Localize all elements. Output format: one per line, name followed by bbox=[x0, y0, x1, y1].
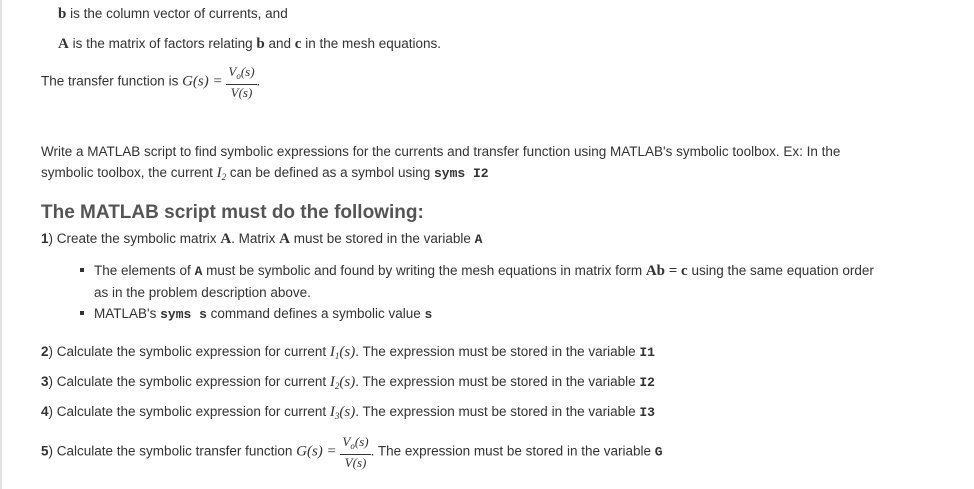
transfer-function-lhs: G(s) = bbox=[182, 73, 227, 90]
fraction-num-v: V bbox=[228, 64, 237, 79]
transfer-function-text: The transfer function is bbox=[41, 73, 183, 89]
step-text-post: . The expression must be stored in the variable bbox=[355, 404, 640, 419]
step-5 bbox=[41, 434, 663, 470]
current-subscript: 3 bbox=[334, 411, 340, 421]
step-1 bbox=[41, 230, 482, 249]
a-definition-text-1: is the matrix of factors relating bbox=[68, 36, 257, 51]
current-argument: (s) bbox=[339, 344, 356, 360]
list-item bbox=[94, 260, 874, 303]
step-2 bbox=[41, 343, 655, 365]
transfer-function-lhs: G(s) = bbox=[296, 443, 341, 460]
b-definition-line bbox=[58, 5, 288, 23]
bullet-text-mid: command defines a symbolic value bbox=[206, 306, 425, 321]
matrix-symbol-2: A bbox=[279, 231, 291, 247]
current-symbol: I bbox=[329, 374, 335, 390]
fraction-num-tail: (s) bbox=[240, 64, 255, 79]
step-text: ) Calculate the symbolic expression for current bbox=[48, 344, 330, 359]
transfer-function-fraction bbox=[340, 434, 370, 470]
step-number: 4 bbox=[41, 404, 49, 419]
variable-code: s bbox=[424, 307, 433, 322]
b-definition-text: is the column vector of currents, and bbox=[66, 6, 288, 21]
transfer-function-fraction bbox=[226, 64, 256, 100]
step-number: 2 bbox=[41, 344, 49, 359]
a-symbol: A bbox=[58, 36, 69, 52]
step-text-2: . Matrix bbox=[231, 231, 280, 246]
transfer-function-period: . bbox=[256, 73, 261, 89]
step-3 bbox=[41, 373, 655, 395]
step-number: 3 bbox=[41, 374, 49, 389]
bullet-text: MATLAB's bbox=[94, 306, 161, 321]
fraction-den: V(s) bbox=[340, 454, 370, 470]
current-subscript: 2 bbox=[334, 381, 340, 391]
step-text: ) Calculate the symbolic transfer function bbox=[48, 443, 297, 459]
a-definition-line bbox=[58, 35, 441, 53]
step-text-3: must be stored in the variable bbox=[290, 231, 475, 246]
fraction-den: V(s) bbox=[226, 84, 256, 100]
fraction-num-v: V bbox=[342, 434, 351, 449]
requirements-list bbox=[94, 260, 874, 325]
step-text-post: . The expression must be stored in the variable bbox=[370, 443, 655, 459]
step-number: 5 bbox=[41, 443, 49, 459]
bullet-text: The elements of bbox=[94, 263, 195, 278]
b-symbol-inline: b bbox=[256, 36, 265, 52]
current-argument: (s) bbox=[339, 404, 356, 420]
variable-code: I2 bbox=[639, 375, 655, 390]
syms-code: syms I2 bbox=[433, 166, 489, 181]
variable-code: A bbox=[474, 232, 483, 247]
current-subscript: 1 bbox=[334, 351, 340, 361]
task-line-1: Write a MATLAB script to find symbolic expressions for the currents and transfer function using MATLAB's symbolic toolbox. Ex: In the bbox=[41, 144, 841, 159]
fraction-num-sub: o bbox=[350, 441, 355, 451]
matrix-equation: Ab = c bbox=[645, 263, 688, 279]
transfer-function-line bbox=[41, 64, 260, 100]
task-line-2 bbox=[41, 164, 489, 186]
task-line-2-mid: can be defined as a symbol using bbox=[226, 165, 434, 180]
step-number: 1 bbox=[41, 231, 49, 246]
b-symbol: b bbox=[58, 6, 67, 22]
current-symbol: I bbox=[329, 404, 335, 420]
c-symbol-inline: c bbox=[294, 36, 302, 52]
a-definition-text-3: in the mesh equations. bbox=[301, 36, 442, 51]
current-argument: (s) bbox=[339, 374, 356, 390]
fraction-num-tail: (s) bbox=[354, 434, 369, 449]
variable-code: A bbox=[194, 264, 203, 279]
fraction-num-sub: o bbox=[236, 71, 241, 81]
bullet-text-line2: as in the problem description above. bbox=[94, 285, 311, 300]
step-text: ) Calculate the symbolic expression for current bbox=[48, 374, 330, 389]
step-text-post: . The expression must be stored in the variable bbox=[355, 344, 640, 359]
list-item bbox=[94, 303, 874, 325]
current-subscript: 2 bbox=[221, 172, 227, 182]
step-text: ) Calculate the symbolic expression for current bbox=[48, 404, 330, 419]
step-text-post: . The expression must be stored in the variable bbox=[355, 374, 640, 389]
current-symbol: I bbox=[329, 344, 335, 360]
bullet-text-post: using the same equation order bbox=[687, 263, 874, 278]
current-symbol: I bbox=[216, 165, 222, 181]
step-4 bbox=[41, 403, 655, 425]
step-text: ) Create the symbolic matrix bbox=[48, 231, 221, 246]
task-line-2-pre: symbolic toolbox, the current bbox=[41, 165, 217, 180]
variable-code: I3 bbox=[639, 405, 655, 420]
variable-code: G bbox=[654, 444, 663, 460]
matrix-symbol: A bbox=[220, 231, 232, 247]
syms-code: syms s bbox=[160, 307, 207, 322]
section-heading: The MATLAB script must do the following: bbox=[41, 202, 424, 223]
a-definition-text-2: and bbox=[264, 36, 295, 51]
bullet-text-mid: must be symbolic and found by writing the mesh equations in matrix form bbox=[202, 263, 646, 278]
variable-code: I1 bbox=[639, 345, 655, 360]
